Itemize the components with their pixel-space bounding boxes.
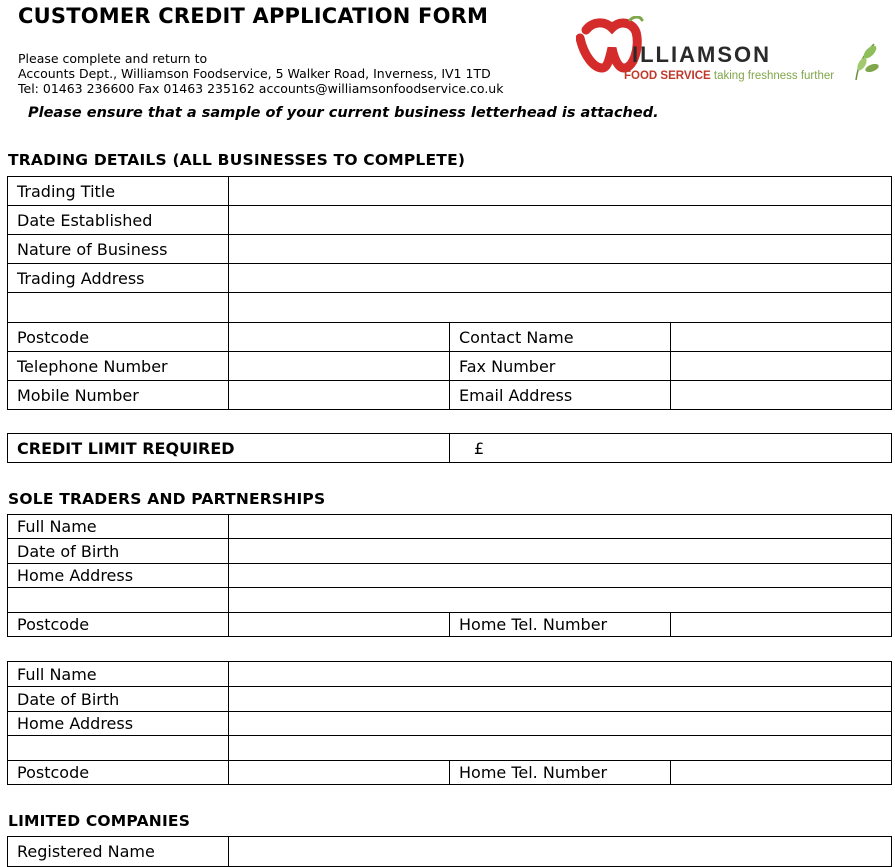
home-address-label: Home Address (8, 712, 229, 736)
home-tel-field[interactable] (671, 613, 892, 637)
partner-2-table (7, 661, 892, 785)
home-address-label-continued (8, 736, 229, 761)
email-address-label: Email Address (450, 381, 671, 410)
full-name-field[interactable] (229, 515, 892, 539)
trading-details-table (7, 176, 892, 410)
intro-line: Accounts Dept., Williamson Foodservice, 5 Walker Road, Inverness, IV1 1TD (18, 66, 491, 81)
home-address-field[interactable] (229, 564, 892, 588)
logo-food-service: FOOD SERVICE (624, 70, 711, 82)
fax-number-label: Fax Number (450, 352, 671, 381)
trading-address-field[interactable] (229, 264, 892, 293)
home-tel-label: Home Tel. Number (450, 613, 671, 637)
email-address-field[interactable] (671, 381, 892, 410)
trading-address-label-continued (8, 293, 229, 323)
mobile-number-label: Mobile Number (8, 381, 229, 410)
sole-traders-heading: SOLE TRADERS AND PARTNERSHIPS (8, 490, 326, 508)
credit-limit-label: CREDIT LIMIT REQUIRED (8, 434, 450, 463)
postcode-field[interactable] (229, 323, 450, 352)
home-address-label-continued (8, 588, 229, 613)
contact-name-field[interactable] (671, 323, 892, 352)
trading-details-heading: TRADING DETAILS (ALL BUSINESSES TO COMPLETE) (8, 151, 466, 169)
intro-line: Please complete and return to (18, 51, 208, 66)
nature-of-business-label: Nature of Business (8, 235, 229, 264)
logo-tagline: taking freshness further (713, 70, 835, 82)
postcode-field[interactable] (229, 761, 450, 785)
date-of-birth-label: Date of Birth (8, 687, 229, 712)
date-of-birth-label: Date of Birth (8, 539, 229, 564)
date-of-birth-field[interactable] (229, 687, 892, 712)
logo-subline (624, 70, 834, 82)
trading-title-field[interactable] (229, 177, 892, 206)
postcode-field[interactable] (229, 613, 450, 637)
date-established-label: Date Established (8, 206, 229, 235)
letterhead-notice: Please ensure that a sample of your current business letterhead is attached. (28, 105, 659, 121)
postcode-label: Postcode (8, 323, 229, 352)
trading-title-label: Trading Title (8, 177, 229, 206)
return-instructions (18, 51, 503, 96)
home-address-field-line2[interactable] (229, 736, 892, 761)
date-established-field[interactable] (229, 206, 892, 235)
partner-1-table (7, 514, 892, 637)
fax-number-field[interactable] (671, 352, 892, 381)
currency-symbol: £ (474, 438, 485, 458)
full-name-label: Full Name (8, 515, 229, 539)
postcode-label: Postcode (8, 761, 229, 785)
page-title: CUSTOMER CREDIT APPLICATION FORM (18, 4, 489, 28)
home-address-label: Home Address (8, 564, 229, 588)
home-tel-label: Home Tel. Number (450, 761, 671, 785)
home-tel-field[interactable] (671, 761, 892, 785)
nature-of-business-field[interactable] (229, 235, 892, 264)
trading-address-field-line2[interactable] (229, 293, 892, 323)
full-name-label: Full Name (8, 662, 229, 687)
contact-name-label: Contact Name (450, 323, 671, 352)
credit-limit-field[interactable] (450, 434, 892, 463)
limited-companies-heading: LIMITED COMPANIES (8, 812, 191, 830)
home-address-field-line2[interactable] (229, 588, 892, 613)
date-of-birth-field[interactable] (229, 539, 892, 564)
trading-address-label: Trading Address (8, 264, 229, 293)
credit-limit-table (7, 433, 892, 463)
telephone-number-label: Telephone Number (8, 352, 229, 381)
logo-wordmark: ILLIAMSON (632, 42, 771, 67)
registered-name-label: Registered Name (8, 837, 229, 867)
postcode-label: Postcode (8, 613, 229, 637)
leaf-icon (852, 42, 882, 82)
intro-line: Tel: 01463 236600 Fax 01463 235162 accounts@williamsonfoodservice.co.uk (18, 81, 504, 96)
telephone-number-field[interactable] (229, 352, 450, 381)
home-address-field[interactable] (229, 712, 892, 736)
mobile-number-field[interactable] (229, 381, 450, 410)
williamson-logo (576, 14, 882, 88)
limited-companies-table (7, 836, 892, 867)
registered-name-field[interactable] (229, 837, 892, 867)
full-name-field[interactable] (229, 662, 892, 687)
